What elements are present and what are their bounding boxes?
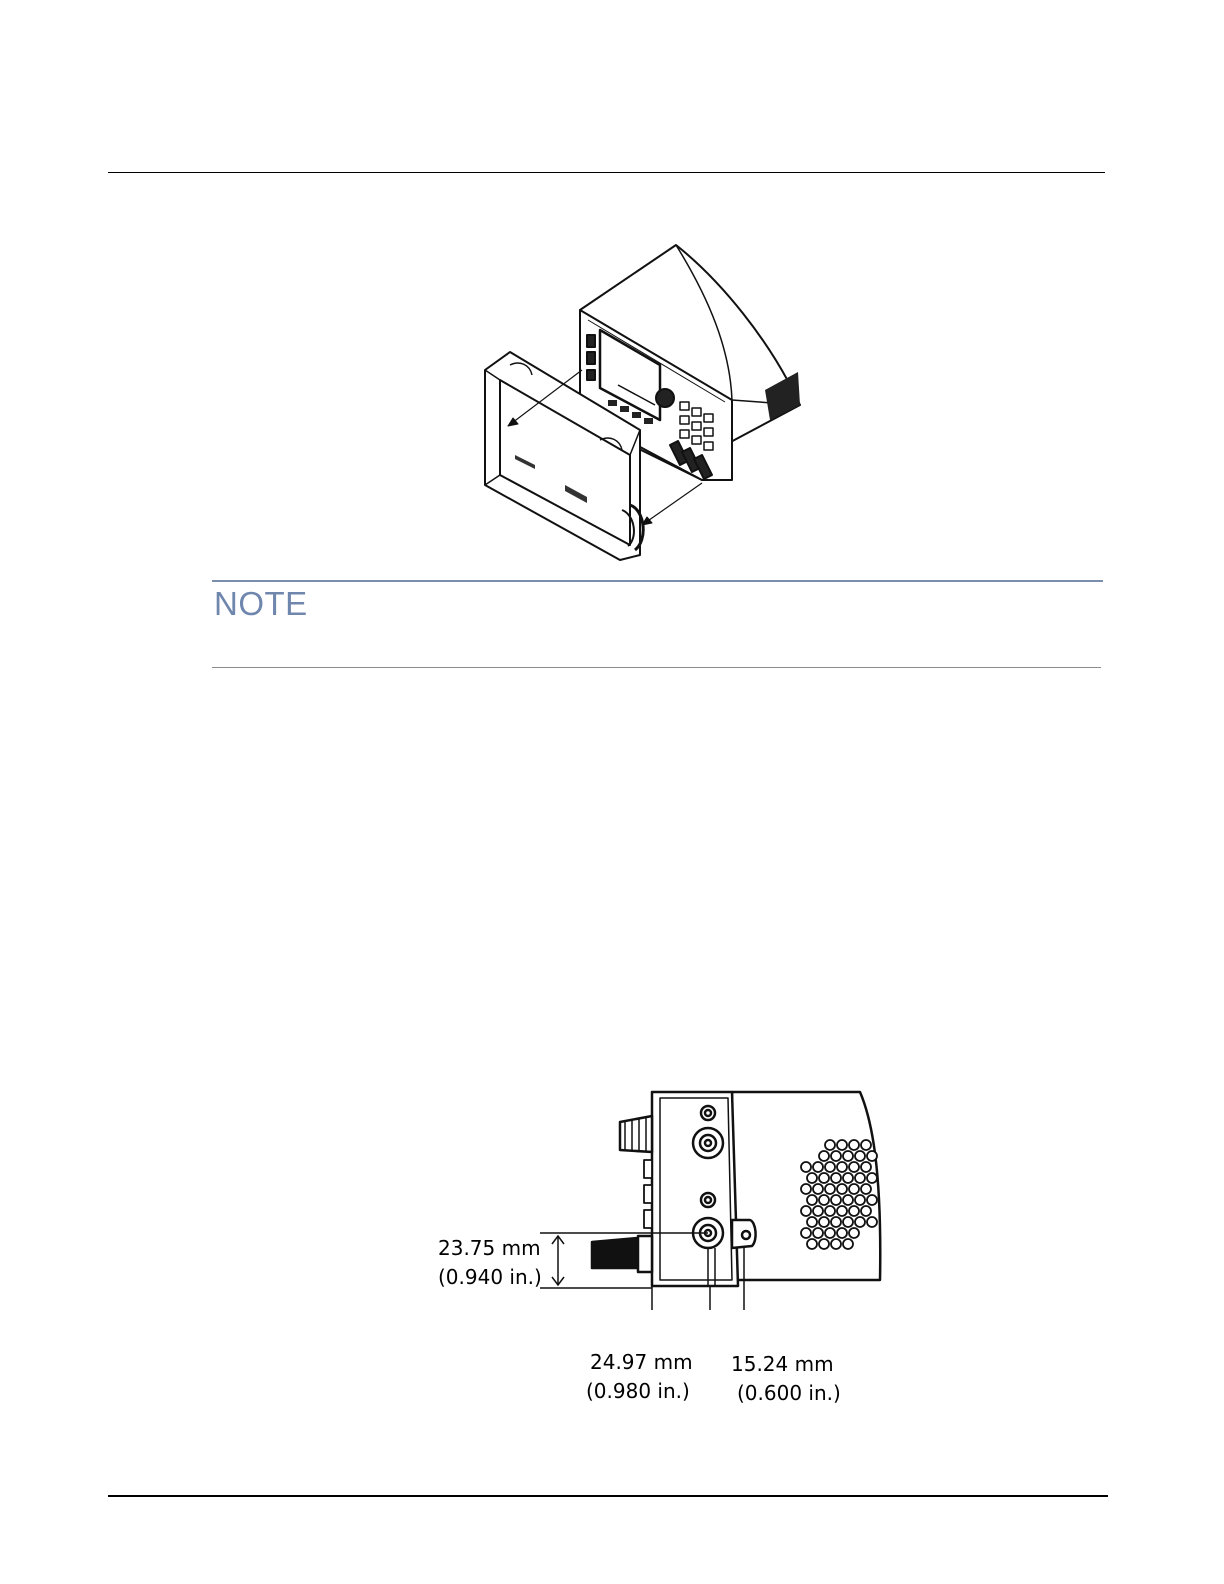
width-right-dimension-imperial: (0.600 in.): [737, 1381, 841, 1405]
width-left-dimension-metric: 24.97 mm: [590, 1350, 693, 1374]
height-dimension-imperial: (0.940 in.): [438, 1265, 542, 1289]
height-dimension-metric: 23.75 mm: [438, 1236, 541, 1260]
width-left-dimension-imperial: (0.980 in.): [586, 1379, 690, 1403]
note-heading: NOTE: [214, 585, 308, 622]
header-rule: [108, 172, 1105, 173]
bezel-removal-illustration: [470, 240, 815, 565]
note-top-rule: [212, 580, 1103, 582]
note-bottom-rule: [212, 667, 1101, 668]
footer-rule: [108, 1495, 1108, 1497]
width-right-dimension-metric: 15.24 mm: [731, 1352, 834, 1376]
